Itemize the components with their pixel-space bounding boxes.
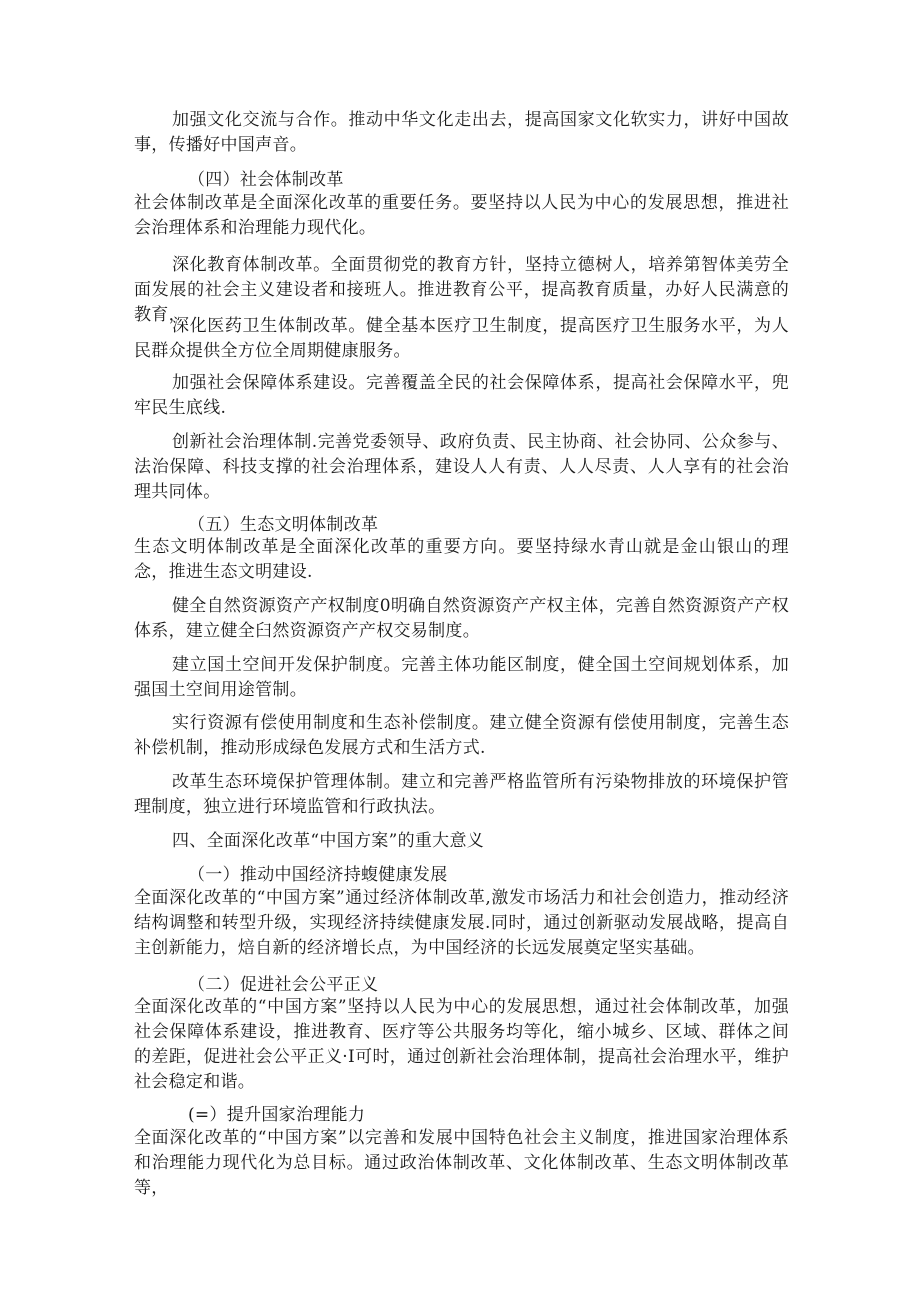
paragraph-natural-resources: 健全自然资源资产产权制度0明确自然资源资产产权主体，完善自然资源资产产权体系，建立健全臼然资源资产产权交易制度。 xyxy=(134,596,789,641)
heading-economic-development: （一）推动中国经济持蝮健康发展 xyxy=(188,865,448,885)
heading-significance: 四、全面深化改革“中国方案”的重大意义 xyxy=(172,831,485,851)
paragraph-social-justice: 全面深化改革的“中国方案”坚持以人民为中心的发展思想，通过社会体制改革，加强社会保障体系建设，推进教育、医疗等公共服务均等化，缩小城乡、区域、群体之间的差距，促进社会公平正义·I可时，通过创新社会治理体制，提高社会治理水平，维护社会稳定和谐。 xyxy=(134,997,789,1092)
paragraph-resource-compensation: 实行资源有偿使用制度和生态补偿制度。建立健全资源有偿使用制度，完善生态补偿机制，推动形成绿色发展方式和生活方式. xyxy=(134,713,789,758)
paragraph-economic-development: 全面深化改革的“中国方案”通过经济体制改革,激发市场活力和社会创造力，推动经济结构调整和转型升级，实现经济持续健康发展.同时，通过创新驱动发展战略，提高自主创新能力，焙自新的经济增长点，为中国经济的长远发展奠定坚实基础。 xyxy=(134,888,789,958)
paragraph-governance-capacity: 全面深化改革的“中国方案”以完善和发展中国特色社会主义制度，推进国家治理体系和治理能力现代化为总目标。通过政治体制改革、文化体制改革、生态文明体制改革等， xyxy=(134,1128,789,1198)
heading-social-justice: （二）促进社会公平正义 xyxy=(188,975,379,995)
paragraph-social-reform-intro: 社会体制改革是全面深化改革的重要任务。要坚持以人民为中心的发展思想，推进社会治理体系和治理能力现代化。 xyxy=(134,193,789,238)
paragraph-healthcare-reform: 深化医药卫生体制改革。健全基本医疗卫生制度，提高医疗卫生服务水平，为人民群众提供全方位全周期健康服务。 xyxy=(134,316,789,361)
heading-ecological-reform: （五）生态文明体制改革 xyxy=(188,515,379,535)
paragraph-social-governance: 创新社会治理体制.完善党委领导、政府负责、民主协商、社会协同、公众参与、法治保障、科技支撑的社会治理体系，建设人人有责、人人尽责、人人享有的社会治理共同体。 xyxy=(134,432,789,502)
paragraph-education-reform: 深化教育体制改革。全面贯彻党的教育方针，坚持立德树人，培养第智体美劳全面发展的社会主义建设者和接班人。推进教育公平，提高教育质量，办好人民满意的教育， xyxy=(134,255,789,325)
heading-governance-capacity: (=）提升国家治理能力 xyxy=(188,1105,366,1125)
paragraph-land-space: 建立国土空间开发保护制度。完善主体功能区制度，健全国土空间规划体系，加强国土空间用途管制。 xyxy=(134,655,789,700)
paragraph-cultural-exchange: 加强文化交流与合作。推动中华文化走出去，提高国家文化软实力，讲好中国故事，传播好中国声音。 xyxy=(134,110,789,155)
paragraph-social-security: 加强社会保障体系建设。完善覆盖全民的社会保障体系，提高社会保障水平，兜牢民生底线. xyxy=(134,373,789,418)
paragraph-ecological-reform-intro: 生态文明体制改革是全面深化改革的重要方向。要坚持绿水青山就是金山银山的理念，推进生态文明建设. xyxy=(134,537,789,582)
heading-social-reform: （四）社会体制改革 xyxy=(188,170,344,190)
paragraph-environmental-protection: 改革生态环境保护管理体制。建立和完善严格监管所有污染物排放的环境保护管理制度，独立进行环境监管和行政执法。 xyxy=(134,772,789,817)
